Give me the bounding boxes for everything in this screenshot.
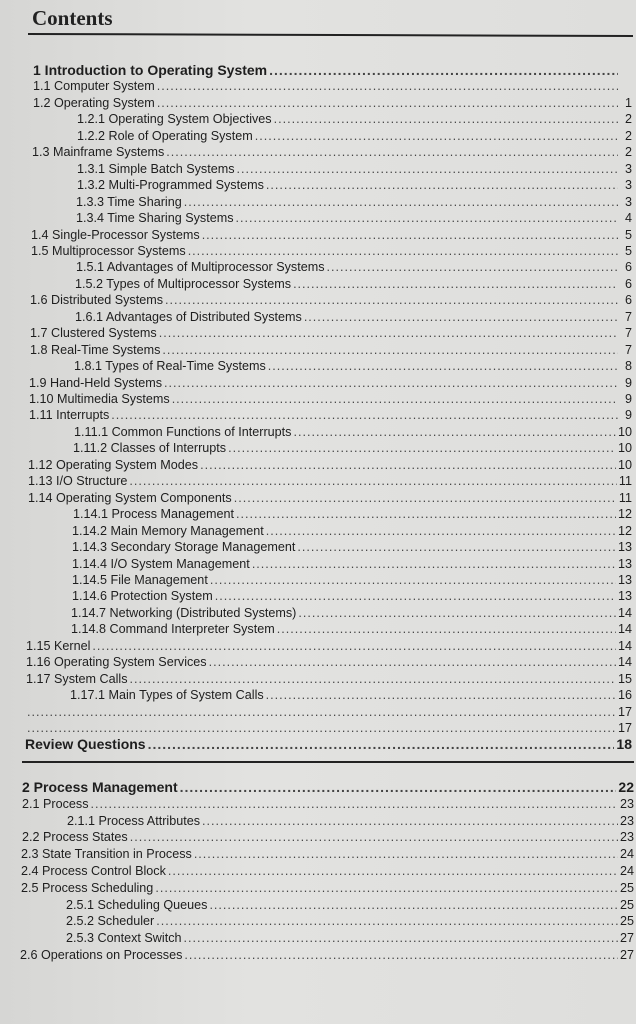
dot-leader xyxy=(156,913,618,929)
dot-leader xyxy=(209,654,616,670)
dot-leader xyxy=(184,930,618,946)
toc-entry xyxy=(72,588,632,604)
dot-leader xyxy=(304,309,618,325)
dot-leader xyxy=(202,227,618,243)
toc-entry xyxy=(74,358,632,374)
toc-entry xyxy=(73,506,632,522)
toc-entry-label: 1.14.5 File Management xyxy=(72,572,208,587)
dot-leader xyxy=(274,111,618,127)
toc-entry-page: 10 xyxy=(617,441,632,456)
toc-entry-page: 8 xyxy=(624,359,632,374)
toc-entry xyxy=(72,572,632,588)
dot-leader xyxy=(252,556,616,572)
toc-entry-label: 2.5.3 Context Switch xyxy=(66,931,182,946)
toc-entry xyxy=(31,227,632,243)
toc-entry-label: 2.2 Process States xyxy=(22,830,128,845)
toc-entry-page: 2 xyxy=(624,145,632,160)
toc-entry-label: 1.3 Mainframe Systems xyxy=(32,145,165,160)
toc-entry xyxy=(71,621,632,637)
dot-leader xyxy=(165,292,618,308)
toc-entry-page: 12 xyxy=(617,523,632,538)
toc-entry xyxy=(31,243,632,259)
toc-entry-page: 7 xyxy=(624,309,632,324)
dot-leader xyxy=(215,588,616,604)
toc-entry-label: 1.14.8 Command Interpreter System xyxy=(71,622,275,637)
toc-entry xyxy=(73,440,632,456)
toc-entry xyxy=(30,292,632,308)
toc-entry-page: 24 xyxy=(619,864,634,878)
toc-entry-label: 1.17 System Calls xyxy=(26,671,128,686)
toc-entry-label: 1 Introduction to Operating System xyxy=(33,62,268,78)
toc-entry-page: 17 xyxy=(617,721,632,735)
toc-entry-page: 24 xyxy=(619,847,634,862)
toc-entry xyxy=(72,556,632,572)
toc-entry-page: 14 xyxy=(617,605,632,620)
toc-entry-page: 11 xyxy=(618,474,632,489)
toc-entry-label: 1.4 Single-Processor Systems xyxy=(31,227,200,242)
toc-entry-page: 14 xyxy=(617,622,632,637)
dot-leader xyxy=(210,572,616,588)
toc-entry xyxy=(26,671,632,687)
dot-leader xyxy=(297,539,616,555)
dot-leader xyxy=(293,276,618,292)
toc-entry-label: 1.3.1 Simple Batch Systems xyxy=(77,161,235,176)
toc-entry-label: 1.11.2 Classes of Interrupts xyxy=(73,441,227,456)
toc-entry-label: 1.1 Computer System xyxy=(33,79,155,94)
dot-leader xyxy=(157,78,618,94)
toc-entry xyxy=(76,259,632,275)
toc-entry-label: 1.13 I/O Structure xyxy=(28,474,128,489)
dot-leader xyxy=(164,375,618,391)
toc-entry-page: 27 xyxy=(619,948,634,962)
toc-entry xyxy=(33,95,632,111)
toc-entry-label: 2.1.1 Process Attributes xyxy=(67,813,201,828)
toc-entry xyxy=(26,638,632,654)
toc-entry-label: 1.3.4 Time Sharing Systems xyxy=(76,211,234,226)
toc-entry-label: 2.3 State Transition in Process xyxy=(21,847,192,862)
dot-leader xyxy=(255,128,618,144)
toc-entry-page: 17 xyxy=(617,704,632,719)
dot-leader xyxy=(266,523,616,539)
toc-entry-label: 2.4 Process Control Block xyxy=(21,864,166,878)
toc-entry-page: 7 xyxy=(624,342,632,357)
dot-leader xyxy=(277,621,616,637)
toc-entry xyxy=(26,654,632,670)
toc-entry-label: 1.14.3 Secondary Storage Management xyxy=(72,540,296,555)
chapter-separator xyxy=(22,761,634,763)
dot-leader xyxy=(111,407,618,423)
toc-entry-page: 5 xyxy=(624,227,632,242)
toc-entry xyxy=(28,457,632,473)
dot-leader xyxy=(159,325,618,341)
toc-entry-page: 7 xyxy=(624,326,632,341)
dot-leader xyxy=(194,846,618,862)
dot-leader xyxy=(148,736,615,752)
toc-entry-page: 13 xyxy=(617,540,632,555)
toc-entry-page: 2 xyxy=(624,112,632,127)
toc-entry-page: 13 xyxy=(617,572,632,587)
toc-entry xyxy=(21,863,634,879)
dot-leader xyxy=(180,779,617,795)
toc-entry-label: 1.6.1 Advantages of Distributed Systems xyxy=(75,309,302,324)
toc-entry xyxy=(28,490,632,506)
toc-entry-page: 25 xyxy=(619,914,634,929)
dot-leader xyxy=(236,506,616,522)
toc-entry xyxy=(22,829,634,845)
toc-entry-label: 1.16 Operating System Services xyxy=(26,655,207,670)
toc-entry xyxy=(76,210,632,226)
toc-entry xyxy=(67,813,634,829)
toc-entry xyxy=(29,407,632,423)
dot-leader xyxy=(184,194,618,210)
toc-entry-page: 2 xyxy=(624,128,632,143)
toc-entry xyxy=(25,736,632,752)
toc-entry-page: 3 xyxy=(624,178,632,193)
toc-entry xyxy=(75,276,632,292)
toc-entry-label: 1.10 Multimedia Systems xyxy=(29,392,170,406)
toc-entry-label: 1.8 Real-Time Systems xyxy=(30,342,161,357)
dot-leader xyxy=(184,947,618,963)
toc-entry-label: 2.1 Process xyxy=(22,796,89,811)
toc-entry xyxy=(76,194,632,210)
toc-entry xyxy=(74,424,632,440)
toc-entry-label: 1.5 Multiprocessor Systems xyxy=(31,243,186,258)
toc-entry xyxy=(22,796,634,812)
toc-entry-label: 1.2 Operating System xyxy=(33,95,155,110)
toc-entry-page: 14 xyxy=(617,638,632,653)
dot-leader xyxy=(209,897,618,913)
toc-entry xyxy=(66,897,634,913)
toc-entry-label: 1.11 Interrupts xyxy=(29,408,110,423)
dot-leader xyxy=(234,490,617,506)
toc-entry-page: 9 xyxy=(624,375,632,390)
toc-entry xyxy=(22,779,634,795)
toc-entry-page: 27 xyxy=(619,931,634,946)
toc-entry-label: 1.14.2 Main Memory Management xyxy=(72,523,264,538)
toc-entry-page: 23 xyxy=(619,796,634,811)
toc-entry-label: 1.14 Operating System Components xyxy=(28,490,232,505)
toc-entry-page: 4 xyxy=(624,211,632,226)
toc-entry-page: 12 xyxy=(617,507,632,522)
toc-entry-label: 1.14.4 I/O System Management xyxy=(72,556,250,571)
toc-entry-page: 11 xyxy=(618,490,632,505)
dot-leader xyxy=(236,210,619,226)
dot-leader xyxy=(172,391,618,407)
dot-leader xyxy=(269,62,618,78)
title-rule xyxy=(28,33,633,37)
page-title: Contents xyxy=(32,6,113,30)
toc-entry xyxy=(25,704,632,720)
toc-entry-page: 15 xyxy=(617,671,632,686)
toc-entry-label: 1.17.1 Main Types of System Calls xyxy=(70,688,264,703)
toc-entry-page: 18 xyxy=(616,736,632,753)
toc-entry-page: 10 xyxy=(617,424,632,439)
dot-leader xyxy=(293,424,616,440)
dot-leader xyxy=(130,671,616,687)
toc-entry xyxy=(29,375,632,391)
toc-entry-page: 10 xyxy=(617,457,632,472)
toc-entry xyxy=(77,111,632,127)
toc-entry-label: 2.5.2 Scheduler xyxy=(66,914,155,929)
toc-entry-page: 6 xyxy=(624,293,632,308)
toc-entry-label: 1.2.1 Operating System Objectives xyxy=(77,112,272,127)
dot-leader xyxy=(202,813,618,829)
toc-entry-label: 2 Process Management xyxy=(22,779,178,795)
toc-entry-label: 1.11.1 Common Functions of Interrupts xyxy=(74,424,292,439)
toc-entry-page: 23 xyxy=(619,830,634,845)
toc-entry-page: 9 xyxy=(624,408,632,423)
toc-entry-page: 9 xyxy=(624,392,632,406)
dot-leader xyxy=(266,177,618,193)
dot-leader xyxy=(27,704,616,720)
toc-entry-page: 5 xyxy=(624,243,632,258)
toc-entry-page: 3 xyxy=(624,161,632,176)
toc-entry-label: Review Questions xyxy=(25,736,146,753)
toc-entry-label: 1.3.2 Multi-Programmed Systems xyxy=(77,178,264,193)
toc-entry xyxy=(77,177,632,193)
toc-entry-label: 2.6 Operations on Processes xyxy=(20,948,183,962)
toc-entry xyxy=(33,62,632,78)
toc-entry-label: 1.15 Kernel xyxy=(26,638,91,653)
toc-entry-page: 13 xyxy=(617,589,632,604)
toc-entry-label: 1.5.1 Advantages of Multiprocessor Systems xyxy=(76,260,325,275)
toc-entry-page: 23 xyxy=(619,813,634,828)
toc-entry-label: 2.5.1 Scheduling Queues xyxy=(66,897,208,912)
toc-entry xyxy=(30,325,632,341)
toc-entry-label: 1.3.3 Time Sharing xyxy=(76,194,182,209)
dot-leader xyxy=(188,243,618,259)
toc-entry-label: 1.2.2 Role of Operating System xyxy=(77,128,253,143)
toc-entry-label: 1.6 Distributed Systems xyxy=(30,293,163,308)
toc-entry xyxy=(28,473,632,489)
dot-leader xyxy=(200,457,616,473)
toc-entry-page: 25 xyxy=(619,897,634,912)
toc-entry-page: 13 xyxy=(617,556,632,571)
dot-leader xyxy=(228,440,616,456)
dot-leader xyxy=(91,796,618,812)
toc-entry xyxy=(21,846,634,862)
dot-leader xyxy=(266,687,616,703)
toc-entry-page: 22 xyxy=(618,779,634,795)
dot-leader xyxy=(157,95,618,111)
toc-entry xyxy=(29,391,632,407)
dot-leader xyxy=(155,880,618,896)
toc-entry xyxy=(70,687,632,703)
toc-entry-page: 6 xyxy=(624,260,632,275)
toc-entry-label: 1.9 Hand-Held Systems xyxy=(29,375,162,390)
toc-entry xyxy=(30,342,632,358)
toc-entry xyxy=(33,78,632,94)
dot-leader xyxy=(27,720,616,736)
toc-entry-page: 3 xyxy=(624,194,632,209)
toc-entry xyxy=(77,128,632,144)
toc-entry-label: 2.5 Process Scheduling xyxy=(21,880,154,895)
toc-entry-label: 1.14.7 Networking (Distributed Systems) xyxy=(71,605,297,620)
toc-entry-label: 1.12 Operating System Modes xyxy=(28,457,199,472)
dot-leader xyxy=(237,161,619,177)
dot-leader xyxy=(92,638,616,654)
toc-entry xyxy=(21,880,634,896)
toc-entry xyxy=(66,913,634,929)
dot-leader xyxy=(130,829,618,845)
toc-entry-label: 1.14.6 Protection System xyxy=(72,589,213,604)
dot-leader xyxy=(298,605,616,621)
toc-entry-page: 6 xyxy=(624,276,632,291)
toc-entry xyxy=(75,309,632,325)
toc-entry-label: 1.5.2 Types of Multiprocessor Systems xyxy=(75,276,292,291)
toc-entry xyxy=(71,605,632,621)
dot-leader xyxy=(268,358,618,374)
toc-entry-label: 1.7 Clustered Systems xyxy=(30,326,157,341)
dot-leader xyxy=(327,259,619,275)
toc-entry-label: 1.8.1 Types of Real-Time Systems xyxy=(74,359,266,374)
toc-entry-page: 14 xyxy=(617,655,632,670)
dot-leader xyxy=(166,144,618,160)
toc-entry xyxy=(66,930,634,946)
toc-entry xyxy=(77,161,632,177)
dot-leader xyxy=(162,342,618,358)
dot-leader xyxy=(168,863,618,879)
toc-entry-label: 1.14.1 Process Management xyxy=(73,507,235,522)
toc-entry-page: 16 xyxy=(617,688,632,703)
toc-entry xyxy=(25,720,632,736)
toc-entry xyxy=(72,523,632,539)
toc-entry xyxy=(20,947,634,963)
toc-entry xyxy=(72,539,632,555)
dot-leader xyxy=(129,473,617,489)
toc-entry-page: 1 xyxy=(624,95,632,110)
toc-entry xyxy=(32,144,632,160)
toc-entry-page: 25 xyxy=(619,880,634,895)
